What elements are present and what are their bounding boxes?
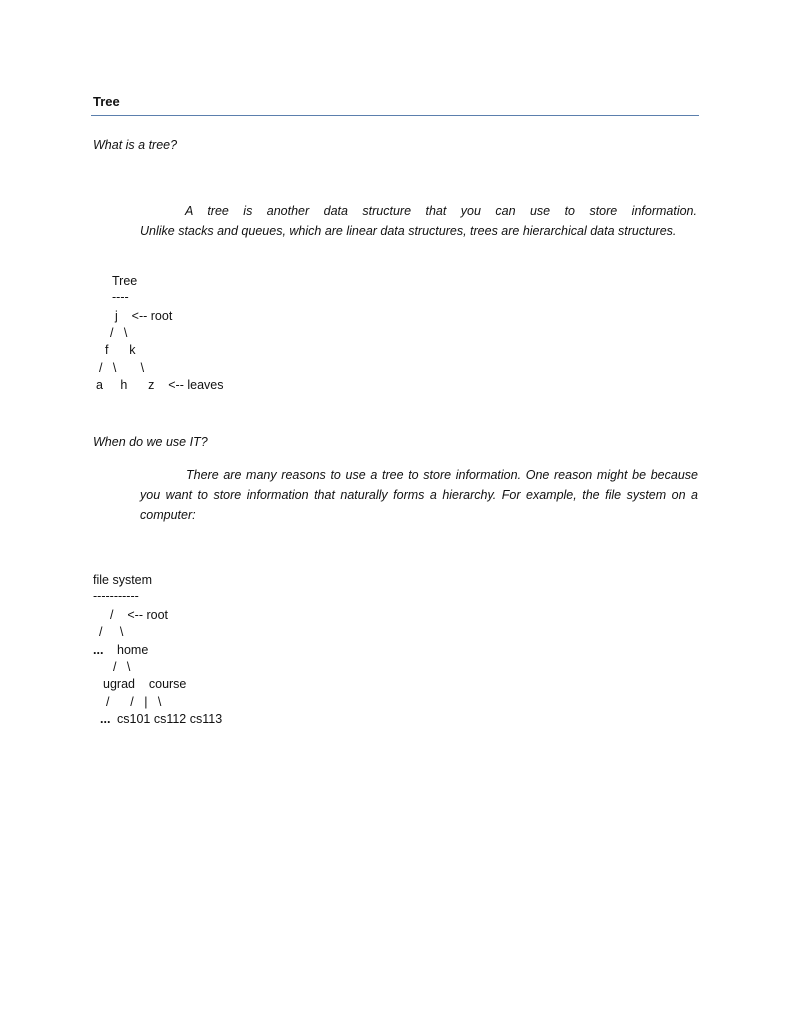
tree-root-line: j <-- root [115, 309, 173, 323]
title-divider [91, 115, 699, 116]
fs-ellipsis-1: ... [93, 643, 104, 657]
page-title: Tree [93, 94, 120, 109]
fs-underline: ----------- [93, 589, 139, 603]
fs-branch-line-3: / / | \ [106, 695, 162, 709]
tree-branch-line-2: / \ \ [99, 361, 145, 375]
tree-level-2-line: f k [105, 343, 136, 357]
question-heading-what: What is a tree? [93, 138, 178, 152]
question-heading-when: When do we use IT? [93, 435, 208, 449]
tree-leaves-line: a h z <-- leaves [96, 378, 224, 392]
paragraph-1-line-1: A tree is another data structure that you can use to store information. [185, 204, 697, 218]
paragraph-2-line-3: computer: [140, 508, 196, 522]
fs-courses-line: cs101 cs112 cs113 [117, 712, 223, 726]
fs-home-line: home [117, 643, 149, 657]
paragraph-1-line-2: Unlike stacks and queues, which are linear data structures, trees are hierarchical data structures. [140, 224, 677, 238]
fs-branch-line-1: / \ [99, 625, 124, 639]
tree-branch-line-1: / \ [110, 326, 128, 340]
paragraph-2-line-2: you want to store information that naturally forms a hierarchy. For example, the file system on a [140, 488, 698, 502]
fs-branch-line-2: / \ [113, 660, 131, 674]
tree-label: Tree [112, 274, 138, 288]
tree-underline: ---- [112, 290, 129, 304]
fs-root-line: / <-- root [110, 608, 169, 622]
fs-label: file system [93, 573, 153, 587]
fs-level-2-line: ugrad course [103, 677, 187, 691]
paragraph-2-line-1: There are many reasons to use a tree to store information. One reason might be because [186, 468, 698, 482]
fs-ellipsis-2: ... [100, 712, 111, 726]
